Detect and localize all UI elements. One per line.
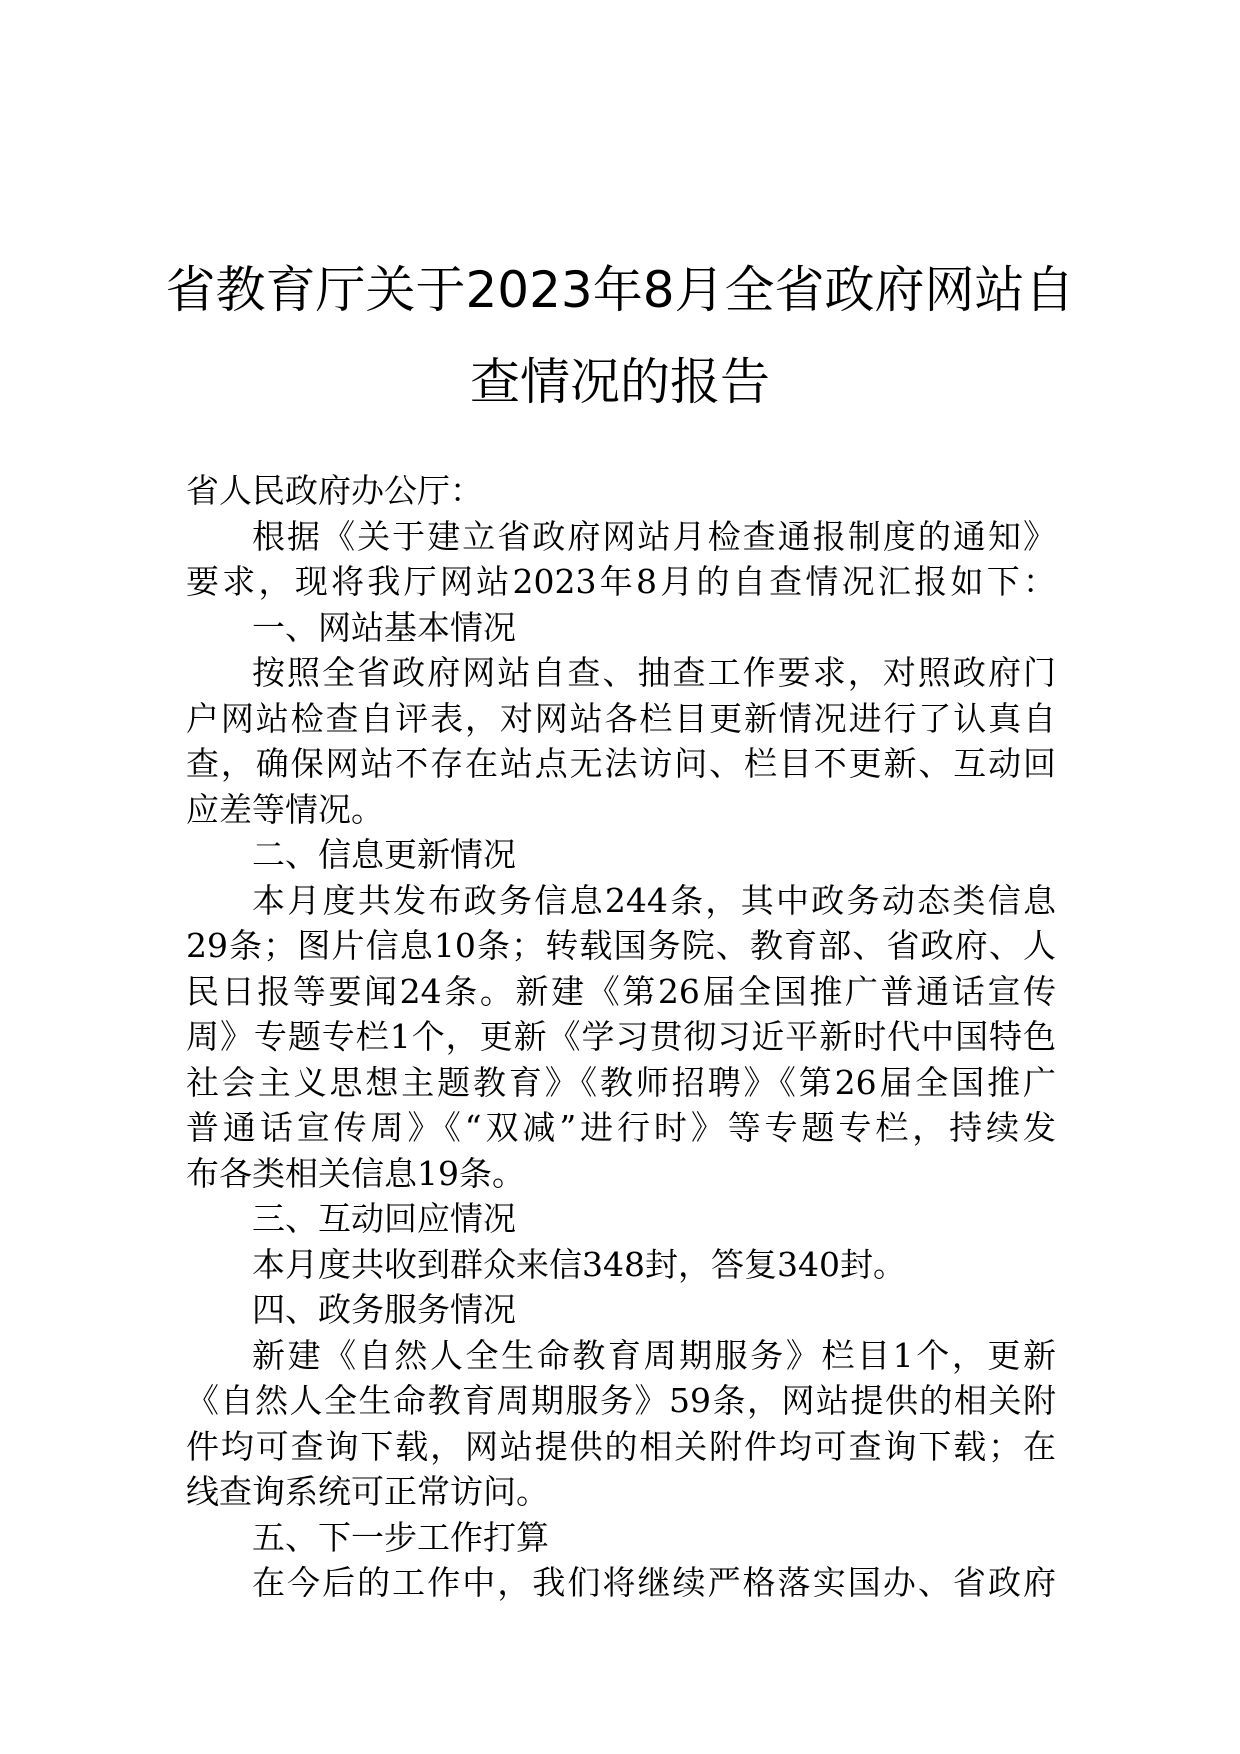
heading-text: 二、信息更新情况 bbox=[252, 835, 516, 874]
document-title-line-1: 省教育厅关于2023年8月全省政府网站自 bbox=[165, 261, 1075, 319]
text-line: 件均可查询下载，网站提供的相关附件均可查询下载；在 bbox=[186, 1426, 1056, 1466]
text-line: 要求，现将我厅网站2023年8月的自查情况汇报如下： bbox=[186, 562, 1056, 601]
section-heading-3 bbox=[186, 1196, 1056, 1242]
text-line: 新建《自然人全生命教育周期服务》栏目1个，更新 bbox=[252, 1335, 1056, 1375]
section-paragraph-3 bbox=[186, 1242, 1056, 1288]
intro-paragraph bbox=[186, 514, 1056, 605]
document-title-line-2: 查情况的报告 bbox=[470, 353, 770, 411]
section-heading-5 bbox=[186, 1515, 1056, 1561]
salutation-text: 省人民政府办公厅： bbox=[186, 471, 483, 510]
heading-text: 五、下一步工作打算 bbox=[252, 1517, 549, 1557]
text-line: 线查询系统可正常访问。 bbox=[186, 1472, 549, 1511]
section-paragraph-4 bbox=[186, 1333, 1056, 1515]
heading-text: 四、政务服务情况 bbox=[252, 1290, 516, 1329]
text-line: 普通话宣传周》《“双减”进行时》等专题专栏，持续发 bbox=[186, 1108, 1056, 1147]
text-line: 根据《关于建立省政府网站月检查通报制度的通知》 bbox=[252, 516, 1056, 556]
text-line: 应差等情况。 bbox=[186, 789, 384, 829]
heading-text: 三、互动回应情况 bbox=[252, 1199, 516, 1238]
text-line: 本月度共收到群众来信348封，答复340封。 bbox=[252, 1244, 906, 1284]
text-line: 周》专题专栏1个，更新《学习贯彻习近平新时代中国特色 bbox=[186, 1017, 1056, 1056]
section-heading-2 bbox=[186, 832, 1056, 878]
section-heading-1 bbox=[186, 605, 1056, 651]
text-line: 在今后的工作中，我们将继续严格落实国办、省政府 bbox=[252, 1563, 1056, 1602]
text-line: 查，确保网站不存在站点无法访问、栏目不更新、互动回 bbox=[186, 744, 1056, 783]
text-line: 布各类相关信息19条。 bbox=[186, 1153, 525, 1193]
text-line: 社会主义思想主题教育》《教师招聘》《第26届全国推广 bbox=[186, 1062, 1056, 1102]
text-line: 民日报等要闻24条。新建《第26届全国推广普通话宣传 bbox=[186, 971, 1056, 1011]
section-paragraph-2 bbox=[186, 878, 1056, 1197]
text-line: 户网站检查自评表，对网站各栏目更新情况进行了认真自 bbox=[186, 698, 1056, 738]
text-line: 本月度共发布政务信息244条，其中政务动态类信息 bbox=[252, 880, 1056, 920]
text-line: 29条；图片信息10条；转载国务院、教育部、省政府、人 bbox=[186, 926, 1056, 965]
section-heading-4 bbox=[186, 1287, 1056, 1333]
document-body bbox=[186, 468, 1056, 1606]
heading-text: 一、网站基本情况 bbox=[252, 607, 516, 647]
text-line: 按照全省政府网站自查、抽查工作要求，对照政府门 bbox=[252, 653, 1056, 692]
section-paragraph-1 bbox=[186, 650, 1056, 832]
section-paragraph-5 bbox=[186, 1560, 1056, 1606]
salutation bbox=[186, 468, 1056, 514]
text-line: 《自然人全生命教育周期服务》59条，网站提供的相关附 bbox=[186, 1381, 1056, 1420]
